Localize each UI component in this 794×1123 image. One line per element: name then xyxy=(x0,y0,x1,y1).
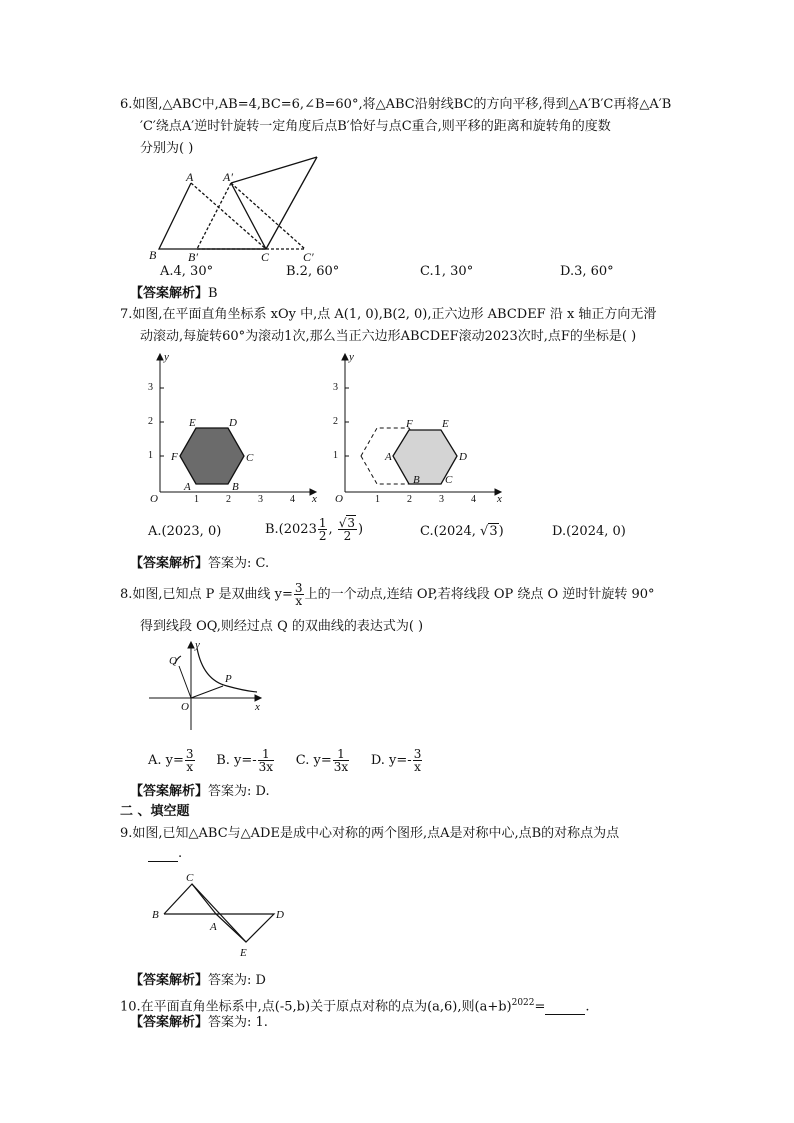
tick-x-3: 3 xyxy=(439,494,444,505)
q8-option-b: B. y=- $\frac{1}{3x}$ xyxy=(216,747,274,774)
hex-label-D: D xyxy=(459,451,467,463)
triangle-ade xyxy=(216,914,274,942)
point-P-label: P xyxy=(225,673,232,685)
tick-x-2: 2 xyxy=(226,494,231,505)
hex-label-A: A xyxy=(184,481,191,493)
q8-figure xyxy=(145,636,270,736)
hex-label-E: E xyxy=(189,417,196,429)
q6-line3: 分别为( ) xyxy=(140,141,194,156)
hex-label-E: E xyxy=(442,418,449,430)
answer-tag: 【答案解析】 xyxy=(130,556,209,571)
q7-option-b: B.(2023 $\frac{1}{2}$ , $\frac{√3}{2}$ ) xyxy=(265,516,364,543)
q8-option-a: A. y= $\frac{3}{x}$ xyxy=(148,747,194,774)
fraction-half: $\frac{1}{2}$ xyxy=(318,516,327,543)
label-D: D xyxy=(276,909,284,921)
label-A: A xyxy=(210,921,217,933)
answer-text: 答案为: D xyxy=(208,973,266,988)
axis-y-label: y xyxy=(164,351,169,363)
q6-line1: 6.如图,△ABC中,AB=4,BC=6,∠B=60°,将△ABC沿射线BC的方向平移,得到△A′B′C再将△A′B xyxy=(120,97,672,112)
answer-text: B xyxy=(208,286,218,301)
label-B: B xyxy=(152,909,159,921)
tick-x-1: 1 xyxy=(194,494,199,505)
axis-x-label: x xyxy=(312,493,317,505)
tick-x-2: 2 xyxy=(407,494,412,505)
label-B-prime: B′ xyxy=(188,250,198,264)
answer-tag: 【答案解析】 xyxy=(130,1015,209,1030)
axis-y-label: y xyxy=(349,351,354,363)
q7-line2: 动滚动,每旋转60°为滚动1次,那么当正六边形ABCDEF滚动2023次时,点F的坐标是( ) xyxy=(140,329,637,344)
q7-option-d: D.(2024, 0) xyxy=(552,524,626,539)
hex-label-B: B xyxy=(232,481,239,493)
answer-text: 答案为: C. xyxy=(208,556,270,571)
tick-x-1: 1 xyxy=(375,494,380,505)
q9-line2: . xyxy=(148,846,182,862)
answer-blank[interactable] xyxy=(148,848,178,862)
origin-label: O xyxy=(335,493,343,505)
q8-line1: 8.如图,已知点 P 是双曲线 y= $\frac{3}{x}$ 上的一个动点,连结 OP,若将线段 OP 绕点 O 逆时针旋转 90° xyxy=(120,581,655,608)
q6-answer xyxy=(130,286,218,302)
hex-label-C: C xyxy=(445,474,453,486)
triangle-abc xyxy=(164,884,216,914)
label-C: C xyxy=(261,250,270,264)
point-Q-label: Q xyxy=(169,655,177,667)
label-C: C xyxy=(186,872,194,884)
q6-line2: ′C′绕点A′逆时针旋转一定角度后点B′恰好与点C重合,则平移的距离和旋转角的度数 xyxy=(140,119,611,134)
q7-answer xyxy=(130,556,269,572)
q8-line2: 得到线段 OQ,则经过点 Q 的双曲线的表达式为( ) xyxy=(140,619,424,634)
hex-label-F: F xyxy=(406,418,413,430)
q6-figure xyxy=(145,155,325,265)
q9-answer xyxy=(130,973,266,989)
origin-label: O xyxy=(150,493,158,505)
tick-x-4: 4 xyxy=(471,494,476,505)
q7-figure-left xyxy=(140,350,330,510)
label-B: B xyxy=(149,248,157,262)
answer-tag: 【答案解析】 xyxy=(130,286,209,301)
label-A-prime: A′ xyxy=(223,170,233,184)
answer-tag: 【答案解析】 xyxy=(130,973,209,988)
tick-y-1: 1 xyxy=(333,450,338,461)
answer-tag: 【答案解析】 xyxy=(130,784,209,799)
q8-option-c: C. y= $\frac{1}{3x}$ xyxy=(295,747,349,774)
fraction-sqrt3-half: $\frac{√3}{2}$ xyxy=(338,516,356,543)
section-heading: 二 、填空题 xyxy=(120,804,190,819)
q7-line1: 7.如图,在平面直角坐标系 xOy 中,点 A(1, 0),B(2, 0),正六边形 ABCDEF 沿 x 轴正方向无滑 xyxy=(120,307,657,322)
tick-y-2: 2 xyxy=(148,416,153,427)
hex-label-C: C xyxy=(246,452,254,464)
tick-x-3: 3 xyxy=(258,494,263,505)
hex-label-F: F xyxy=(171,451,178,463)
origin-label: O xyxy=(181,701,189,713)
label-C-prime: C′ xyxy=(303,250,314,264)
label-E: E xyxy=(240,947,247,959)
hexagon-filled xyxy=(180,428,244,484)
hex-label-B: B xyxy=(413,474,420,486)
axis-y-label: y xyxy=(195,639,200,651)
q8-option-d: D. y=- $\frac{3}{x}$ xyxy=(370,747,422,774)
hex-label-A: A xyxy=(385,451,392,463)
option-b-suffix: ) xyxy=(358,522,364,537)
tick-y-3: 3 xyxy=(148,382,153,393)
axis-x-label: x xyxy=(255,701,260,713)
q10-answer xyxy=(130,1015,268,1031)
q9-figure xyxy=(150,872,290,962)
q9-line1: 9.如图,已知△ABC与△ADE是成中心对称的两个图形,点A是对称中心,点B的对称点为点 xyxy=(120,826,620,841)
answer-text: 答案为: D. xyxy=(208,784,270,799)
q7-option-a: A.(2023, 0) xyxy=(148,524,222,539)
hex-label-D: D xyxy=(229,417,237,429)
triangle-abc xyxy=(159,183,266,249)
tick-y-3: 3 xyxy=(333,382,338,393)
fraction-3-over-x: $\frac{3}{x}$ xyxy=(294,581,303,608)
q7-figure-right xyxy=(325,350,515,510)
q10-line: 10.在平面直角坐标系中,点(-5,b)关于原点对称的点为(a,6),则$(a+b)^{2022}=$ . xyxy=(120,998,590,1015)
q6-option-c: C.1, 30° xyxy=(420,264,474,279)
q8-options xyxy=(148,746,423,776)
tick-x-4: 4 xyxy=(290,494,295,505)
q6-option-a: A.4, 30° xyxy=(160,264,214,279)
q8-answer xyxy=(130,784,270,800)
q6-option-b: B.2, 60° xyxy=(286,264,340,279)
tick-y-2: 2 xyxy=(333,416,338,427)
q7-option-c: C.(2024, √3) xyxy=(420,524,504,539)
axis-x-label: x xyxy=(497,493,502,505)
q6-option-d: D.3, 60° xyxy=(560,264,614,279)
label-A: A xyxy=(186,170,194,184)
answer-blank[interactable] xyxy=(545,1001,585,1015)
tick-y-1: 1 xyxy=(148,450,153,461)
option-b-prefix: B.(2023 xyxy=(265,522,317,537)
answer-text: 答案为: 1. xyxy=(208,1015,268,1030)
